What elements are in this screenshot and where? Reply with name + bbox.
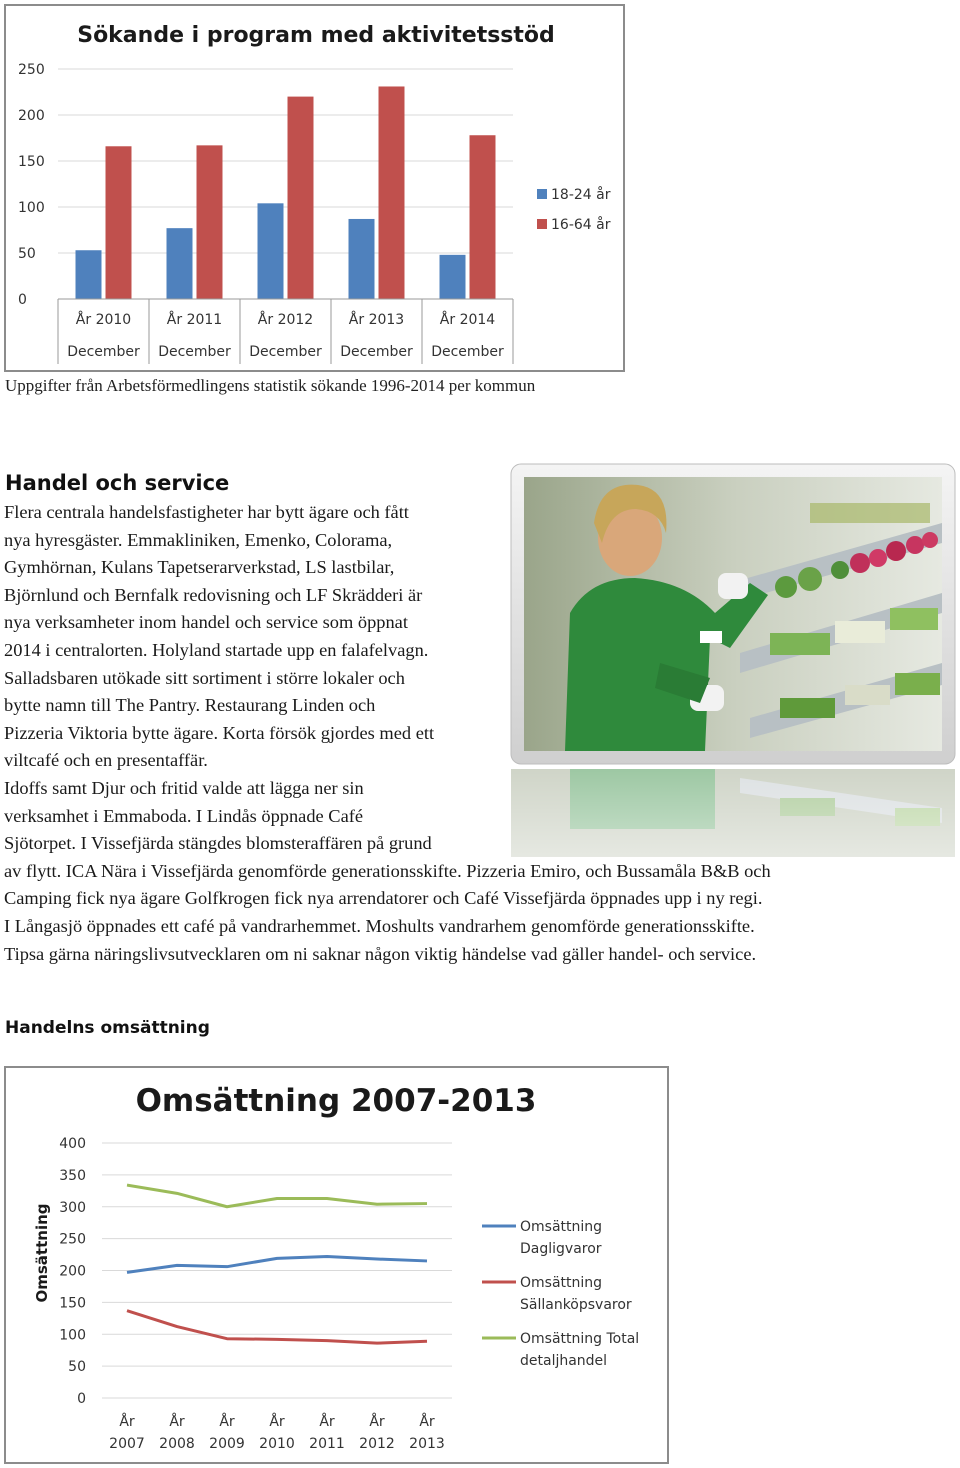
chart-caption: Uppgifter från Arbetsförmedlingens statistik sökande 1996-2014 per kommun (5, 376, 536, 395)
paragraph-line: bytte namn till The Pantry. Restaurang Linden och (4, 695, 376, 716)
x-category-label: År 2012 (257, 312, 314, 328)
paragraph-line: Idoffs samt Djur och fritid valde att lägga ner sin (4, 777, 364, 798)
legend-label: Dagligvaror (520, 1241, 602, 1257)
x-category-label: År 2013 (348, 312, 405, 328)
paragraph-line: nya hyresgäster. Emmakliniken, Emenko, Colorama, (4, 529, 393, 550)
bar-16-64 (379, 86, 405, 299)
y-tick-label: 150 (18, 154, 45, 170)
y-tick-label: 250 (18, 62, 45, 78)
y-tick-label: 150 (59, 1295, 86, 1312)
series-line-3 (127, 1185, 427, 1207)
paragraph-line: av flytt. ICA Nära i Vissefjärda genomförde generationsskifte. Pizzeria Emiro, och Bussamåla B&B och (4, 860, 771, 881)
y-tick-label: 100 (59, 1327, 86, 1344)
legend-swatch (537, 189, 547, 199)
bar-18-24 (167, 228, 193, 299)
x-category-label: År 2010 (259, 1414, 295, 1452)
y-tick-label: 50 (18, 246, 36, 262)
bar-16-64 (106, 146, 132, 299)
handel-paragraph (4, 499, 889, 968)
paragraph-line: Tipsa gärna näringslivsutvecklaren om ni saknar någon viktig händelse vad gäller handel- och service. (4, 943, 757, 964)
paragraph-line: Camping fick nya ägare Golfkrogen fick nya arrendatorer och Café Vissefjärda öppnades upp i ny regi. (4, 888, 763, 909)
x-category-label: År 2013 (409, 1414, 445, 1452)
legend-label: Omsättning (520, 1219, 603, 1235)
paragraph-line: Björnlund och Bernfalk redovisning och LF Skrädderi är (4, 584, 423, 605)
legend-label: Omsättning Total (520, 1331, 640, 1347)
y-tick-label: 250 (59, 1231, 86, 1248)
paragraph-line: Pizzeria Viktoria bytte ägare. Korta försök gjordes med ett (4, 722, 435, 743)
bar-18-24 (258, 203, 284, 299)
x-category-sublabel: December (340, 344, 413, 360)
paragraph-line: verksamhet i Emmaboda. I Lindås öppnade Café (4, 805, 364, 826)
x-category-sublabel: December (249, 344, 322, 360)
chart-title: Omsättning 2007-2013 (135, 1083, 537, 1119)
bar-16-64 (470, 135, 496, 299)
x-category-label: År 2009 (209, 1414, 245, 1452)
x-category-label: År 2007 (109, 1414, 145, 1452)
paragraph-line: viltcafé och en presentaffär. (4, 750, 208, 771)
y-tick-label: 400 (59, 1136, 86, 1152)
series-line-2 (127, 1311, 427, 1344)
section-heading-omsattning: Handelns omsättning (5, 1018, 210, 1038)
x-category-sublabel: December (431, 344, 504, 360)
x-category-label: År 2011 (309, 1414, 345, 1452)
line-chart-omsattning (4, 1066, 669, 1464)
paragraph-line: Flera centrala handelsfastigheter har bytt ägare och fått (4, 502, 409, 522)
line-chart-svg (6, 1068, 667, 1462)
y-tick-label: 350 (59, 1167, 86, 1184)
section-heading-handel: Handel och service (5, 471, 230, 495)
y-tick-label: 0 (77, 1391, 86, 1407)
legend-label: detaljhandel (520, 1353, 608, 1369)
y-tick-label: 100 (18, 200, 45, 216)
x-category-label: År 2012 (359, 1414, 395, 1452)
chart-title: Sökande i program med aktivitetsstöd (77, 23, 555, 48)
bar-16-64 (288, 97, 314, 299)
bar-18-24 (349, 219, 375, 299)
paragraph-line: Salladsbaren utökade sitt sortiment i större lokaler och (4, 667, 405, 688)
legend-label: 18-24 år (551, 187, 611, 203)
paragraph-line: 2014 i centralorten. Holyland startade upp en falafelvagn. (4, 639, 429, 660)
x-category-sublabel: December (158, 344, 231, 360)
y-tick-label: 300 (59, 1199, 86, 1216)
y-tick-label: 50 (68, 1359, 86, 1376)
paragraph-line: nya verksamheter inom handel och service som öppnat (4, 612, 408, 633)
x-category-label: År 2010 (75, 312, 132, 328)
paragraph-line: Gymhörnan, Kulans Tapetserarverkstad, LS lastbilar, (4, 557, 395, 578)
legend-label: Omsättning (520, 1275, 603, 1291)
x-category-label: År 2014 (439, 312, 496, 328)
bar-chart-sokande (4, 4, 625, 372)
legend-label: Sällanköpsvaror (520, 1297, 632, 1313)
bar-18-24 (76, 250, 102, 299)
paragraph-line: I Långasjö öppnades ett café på vandrarhemmet. Moshults vandrarhem genomförde generationsskifte. (4, 915, 755, 936)
x-category-label: År 2008 (159, 1414, 195, 1452)
legend-label: 16-64 år (551, 217, 611, 233)
y-tick-label: 200 (18, 108, 45, 124)
bar-16-64 (197, 145, 223, 299)
legend-swatch (537, 219, 547, 229)
bar-chart-svg (6, 6, 623, 370)
y-tick-label: 200 (59, 1263, 86, 1280)
x-category-label: År 2011 (166, 312, 223, 328)
x-category-sublabel: December (67, 344, 140, 360)
y-axis-label: Omsättning (33, 1203, 51, 1303)
bar-18-24 (440, 255, 466, 299)
y-tick-label: 0 (18, 292, 27, 308)
paragraph-line: Sjötorpet. I Vissefjärda stängdes blomsteraffären på grund (4, 833, 432, 854)
